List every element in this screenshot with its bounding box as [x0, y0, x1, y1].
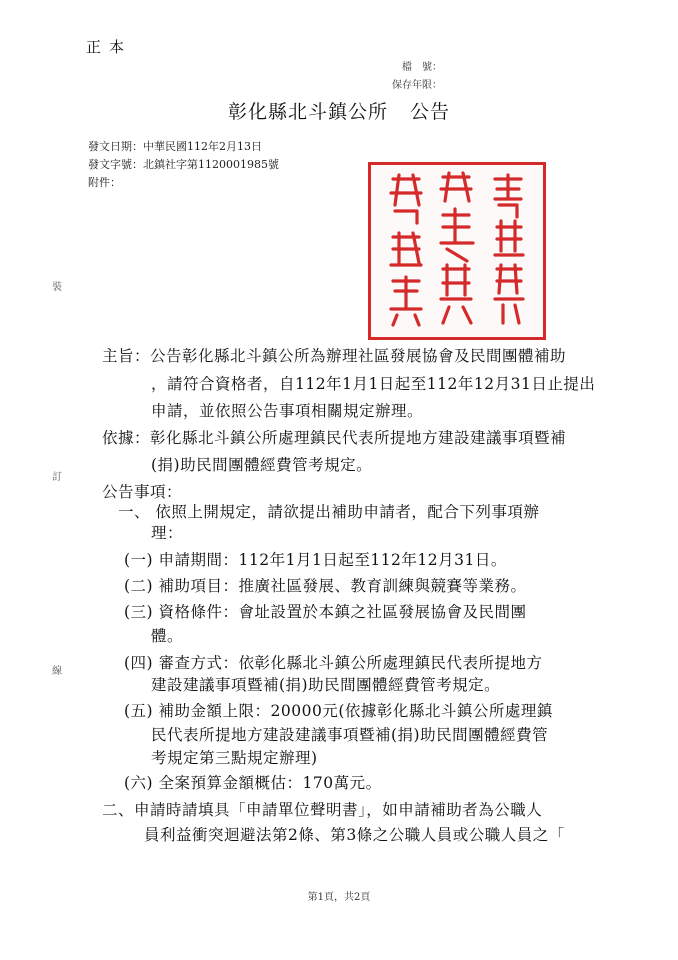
sub-item-5-line-1: (五) 補助金額上限：20000元(依據彰化縣北斗鎮公所處理鎮 [124, 702, 553, 720]
issue-date: 發文日期：中華民國112年2月13日 [88, 140, 262, 153]
sub-item-5-line-3: 考規定第三點規定辦理) [151, 749, 318, 767]
copy-mark: 正本 [86, 38, 133, 56]
sub-item-3-line-1: (三) 資格條件：會址設置於本鎮之社區發展協會及民間團 [124, 603, 527, 621]
basis-line-1: 依據：彰化縣北斗鎮公所處理鎮民代表所提地方建設建議事項暨補 [102, 429, 567, 447]
page-number: 第1頁，共2頁 [307, 892, 371, 903]
sub-item-5-line-2: 民代表所提地方建設建議事項暨補(捐)助民間團體經費管 [151, 726, 549, 744]
title-doc-type: 公告 [410, 101, 451, 123]
sub-item-4-line-1: (四) 審查方式：依彰化縣北斗鎮公所處理鎮民代表所提地方 [124, 654, 543, 672]
binding-mark-zhuang: 裝 [52, 282, 62, 293]
sub-item-2: (二) 補助項目：推廣社區發展、教育訓練與競賽等業務。 [124, 577, 527, 595]
item-2-line-1: 二、申請時請填具「申請單位聲明書」，如申請補助者為公職人 [102, 801, 543, 819]
binding-mark-xian: 線 [52, 666, 62, 677]
subject-line-1: 主旨：公告彰化縣北斗鎮公所為辦理社區發展協會及民間團體補助 [102, 347, 567, 365]
retention-period-label: 保存年限： [392, 80, 442, 91]
item-1-line-1: 一、 依照上開規定，請欲提出補助申請者，配合下列事項辦 [118, 503, 540, 521]
file-number-label: 檔 號： [402, 62, 442, 73]
sub-item-4-line-2: 建設建議事項暨補(捐)助民間團體經費管考規定。 [151, 676, 501, 694]
subject-line-2: ，請符合資格者，自112年1月1日起至112年12月31日止提出 [151, 375, 596, 393]
document-title [0, 97, 678, 124]
sub-item-6: (六) 全案預算金額概估：170萬元。 [124, 774, 382, 792]
attachment-label: 附件： [88, 176, 121, 189]
issue-number: 發文字號：北鎮社字第1120001985號 [88, 158, 279, 171]
subject-line-3: 申請，並依照公告事項相關規定辦理。 [151, 402, 424, 420]
item-2-line-2: 員利益衝突迴避法第2條、第3條之公職人員或公職人員之「 [144, 826, 565, 844]
binding-mark-ding: 訂 [52, 472, 62, 483]
sub-item-1: (一) 申請期間：112年1月1日起至112年12月31日。 [124, 551, 507, 569]
seal-glyphs [371, 165, 543, 337]
title-org: 彰化縣北斗鎮公所 [227, 101, 388, 123]
official-seal-stamp [368, 162, 546, 340]
notice-heading: 公告事項： [102, 483, 183, 501]
item-1-line-2: 理： [151, 524, 184, 542]
basis-line-2: (捐)助民間團體經費管考規定。 [151, 456, 373, 474]
sub-item-3-line-2: 體。 [151, 627, 184, 645]
